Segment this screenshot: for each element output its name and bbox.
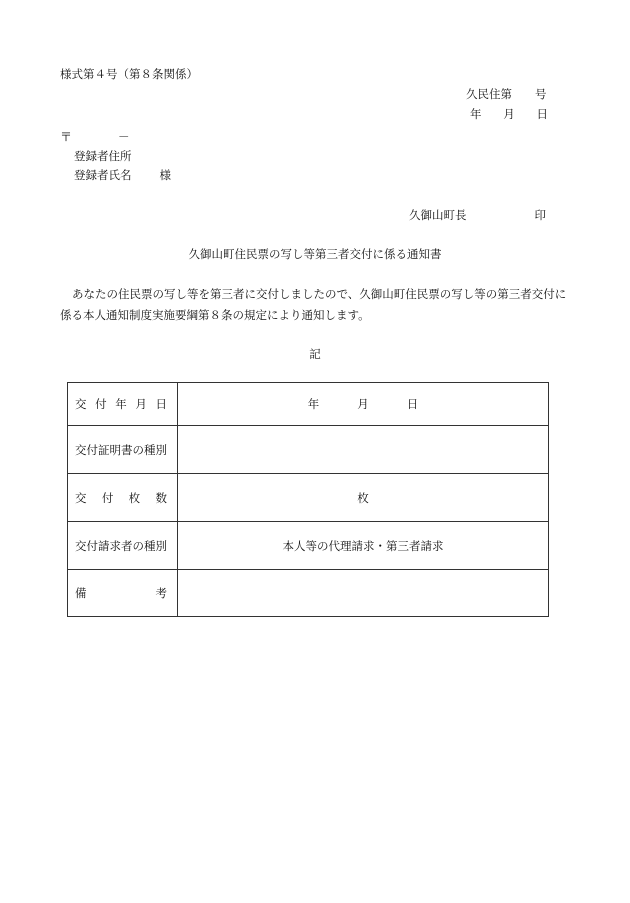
notice-body [60, 284, 580, 326]
label-char: 年 [115, 397, 127, 411]
registrant-name-line [74, 167, 171, 183]
registrant-name-label: 登録者氏名 [74, 168, 132, 182]
requester-type-label-cell [68, 522, 178, 570]
issue-date-label [75, 396, 167, 412]
issue-date [470, 106, 548, 122]
requester-type-label: 交付請求者の種別 [75, 538, 167, 553]
table-row [68, 522, 549, 570]
honorific-suffix: 様 [159, 168, 171, 182]
certificate-type-label-cell [68, 426, 178, 474]
postal-code-line [60, 128, 130, 145]
label-char: 数 [155, 490, 167, 505]
table-row [68, 383, 549, 426]
table-row [68, 570, 549, 617]
label-char: 月 [135, 397, 147, 411]
issue-date-value-cell[interactable] [178, 383, 549, 426]
copy-count-label-cell [68, 474, 178, 522]
issue-date-month: 月 [503, 107, 515, 121]
notice-body-line-1: あなたの住民票の写し等を第三者に交付しましたので、久御山町住民票の写し等の第三者交付に [72, 287, 567, 301]
copy-count-unit: 枚 [357, 490, 369, 505]
form-number-label: 様式第４号（第８条関係） [60, 67, 198, 81]
issuance-details-table [67, 382, 549, 617]
remarks-label [75, 585, 167, 601]
issue-date-label-cell [68, 383, 178, 426]
remarks-value-cell[interactable] [178, 570, 549, 617]
label-char: 付 [101, 490, 114, 505]
label-char: 枚 [128, 490, 141, 505]
certificate-type-label: 交付証明書の種別 [75, 442, 167, 457]
sender-line [409, 207, 546, 223]
record-heading: 記 [309, 347, 321, 361]
label-char: 備 [75, 586, 87, 600]
mayor-title: 久御山町長 [409, 208, 467, 222]
seal-mark: 印 [534, 208, 546, 222]
copy-count-value-cell[interactable] [178, 474, 549, 522]
label-char: 交 [75, 397, 87, 411]
requester-type-value-cell[interactable] [178, 522, 549, 570]
label-char: 日 [155, 397, 167, 411]
table-row [68, 426, 549, 474]
label-char: 考 [155, 586, 167, 600]
reference-number: 久民住第 号 [466, 87, 547, 101]
issue-date-day: 日 [536, 107, 548, 121]
requester-type-value: 本人等の代理請求・第三者請求 [282, 538, 444, 553]
registrant-address-label: 登録者住所 [74, 149, 132, 163]
postal-mark-icon: 〒 [60, 130, 73, 144]
issue-date-year: 年 [470, 107, 482, 121]
document-title: 久御山町住民票の写し等第三者交付に係る通知書 [188, 247, 442, 261]
remarks-label-cell [68, 570, 178, 617]
label-char: 交 [75, 490, 87, 505]
issue-month-unit: 月 [357, 397, 369, 411]
table-row [68, 474, 549, 522]
postal-code-dash: － [118, 130, 130, 144]
issue-day-unit: 日 [406, 397, 419, 411]
certificate-type-value-cell[interactable] [178, 426, 549, 474]
label-char: 付 [95, 397, 107, 411]
copy-count-label [75, 490, 167, 506]
issue-year-unit: 年 [307, 397, 320, 411]
notice-body-line-2: 係る本人通知制度実施要綱第８条の規定により通知します。 [60, 308, 370, 322]
